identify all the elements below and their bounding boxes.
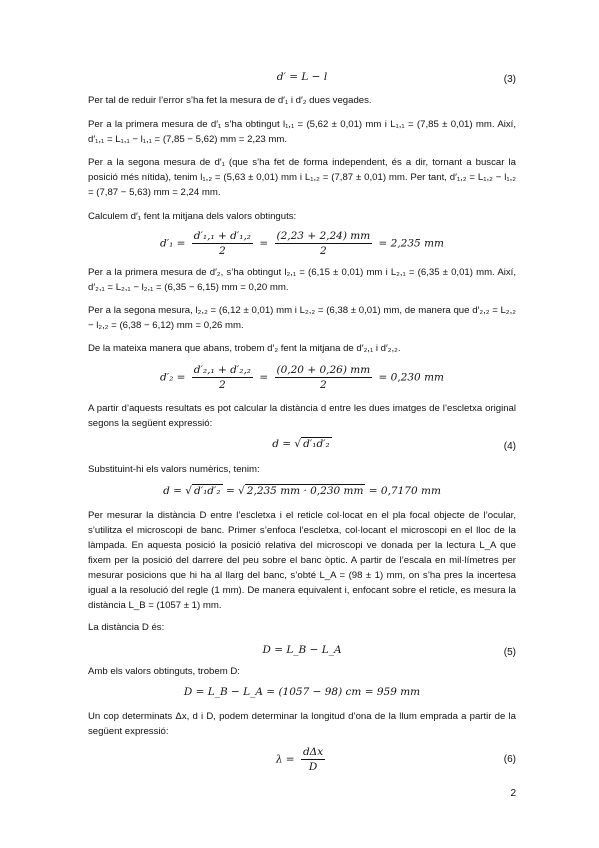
eq-d2-frac2-den: 2 xyxy=(320,379,327,391)
eq-d-c: = 0,7170 mm xyxy=(365,485,441,497)
eq-d1-result: = 2,235 mm xyxy=(378,237,444,250)
eq6-frac-num: dΔx xyxy=(302,746,324,758)
paragraph-6 xyxy=(88,303,516,333)
paragraph-8-text: A partir d’aquests resultats es pot calcular la distància d entre les dues imatges de l’escletxa original segons la següent expressió: xyxy=(88,403,516,429)
page-number: 2 xyxy=(510,788,516,799)
eq-d1-equals: = xyxy=(259,237,269,250)
eq-d2-equals: = xyxy=(259,371,269,384)
equation-D-body: D = L_B − L_A = (1057 − 98) cm = 959 mm xyxy=(183,686,421,698)
eq-d2-frac2-num: (0,20 + 0,26) mm xyxy=(276,364,371,376)
paragraph-5-text: Per a la primera mesura de d′₂, s’ha obtingut l₂,₁ = (6,15 ± 0,01) mm i L₂,₁ = (6,35 ± 0,01) mm. Així, d′₂,₁ = L₂,₁ − l₂,₁ = (6,35 − 6,15) mm = 0,20 mm. xyxy=(88,267,516,293)
paragraph-7 xyxy=(88,341,516,356)
paragraph-2 xyxy=(88,117,516,147)
eq-d-radicand-1: d′₁d′₂ xyxy=(193,485,221,497)
paragraph-10-text: Per mesurar la distància D entre l’escletxa i el reticle col·locat en el pla focal objecte de l’ocular, s’utilitza el microscopi de banc. Primer s’enfoca l’escletxa, col·locant el microscopi en el lloc de la làmpada. En aquesta posició la posició relativa del microscopi ve donada per la lectura L_A que fixem per la posició del darrere del peu sobre el banc òptic. A partir de l’escala en mil·límetres per mesurar posicions que hi ha al llarg del banc, s’obté L_A = (98 ± 1) mm, on s’ha pres la incertesa igual a la resolució del regle (1 mm). De manera equivalent i, enfocant sobre el reticle, es mesura la distància L_B = (1057 ± 1) mm. xyxy=(88,510,516,611)
equation-3-body: d′ = L − l xyxy=(276,71,328,83)
paragraph-2-text: Per a la primera mesura de d′₁ s’ha obtingut l₁,₁ = (5,62 ± 0,01) mm i L₁,₁ = (7,85 ± 0,01) mm. Així, d′₁,₁ = L₁,₁ − l₁,₁ = (7,85 − 5,62) mm = 2,23 mm. xyxy=(88,119,516,145)
eq-d1-frac1-den: 2 xyxy=(219,245,226,257)
eq-d2-frac1-den: 2 xyxy=(219,379,226,391)
equation-D-numeric xyxy=(88,685,516,700)
eq-d2-frac1-num: d′₂,₁ + d′₂,₂ xyxy=(193,364,251,376)
eq-d2-frac2 xyxy=(275,363,373,392)
eq-d-radicand-2: 2,235 mm · 0,230 mm xyxy=(246,485,364,497)
equation-6 xyxy=(88,745,516,774)
equation-3-number: (3) xyxy=(503,74,516,85)
paragraph-9 xyxy=(88,462,516,477)
eq6-frac xyxy=(301,745,325,774)
paragraph-11 xyxy=(88,620,516,635)
eq-d1-frac1-num: d′₁,₁ + d′₁,₂ xyxy=(193,230,251,242)
paragraph-12 xyxy=(88,664,516,679)
eq-d2-frac1 xyxy=(192,363,253,392)
equation-d2-average xyxy=(88,363,516,392)
eq-d1-lhs: d′₁ = xyxy=(160,237,186,250)
paragraph-10 xyxy=(88,508,516,613)
eq4-radicand: d′₁d′₂ xyxy=(303,438,330,450)
paragraph-5 xyxy=(88,265,516,295)
eq6-frac-den: D xyxy=(308,761,318,773)
equation-4-number: (4) xyxy=(503,441,516,452)
eq-d1-frac1 xyxy=(192,229,253,258)
paragraph-12-text: Amb els valors obtinguts, trobem D: xyxy=(88,666,240,677)
eq-d2-lhs: d′₂ = xyxy=(160,371,186,384)
paragraph-7-text: De la mateixa manera que abans, trobem d′₂ fent la mitjana de d′₂,₁ i d′₂,₂. xyxy=(88,343,401,354)
paragraph-3 xyxy=(88,155,516,200)
equation-5-body: D = L_B − L_A xyxy=(262,644,342,656)
equation-d-numeric xyxy=(88,484,516,499)
eq-d-a: d = √ xyxy=(163,485,192,497)
paragraph-3-text: Per a la segona mesura de d′₁ (que s’ha fet de forma independent, és a dir, tornant a buscar la posició més nítida), tenim l₁,₂ = (5,63 ± 0,01) mm i L₁,₂ = (7,87 ± 0,01) mm. Per tant, d′₁,₂ = L₁,₂ − l₁,₂ = (7,87 − 5,63) mm = 2,24 mm. xyxy=(88,157,516,198)
eq6-lhs: λ = xyxy=(275,753,295,766)
paragraph-4-text: Calculem d′₁ fent la mitjana dels valors obtinguts: xyxy=(88,211,297,222)
equation-5 xyxy=(88,643,516,658)
paragraph-1-text: Per tal de reduir l’error s’ha fet la mesura de d′₁ i d′₂ dues vegades. xyxy=(88,95,372,106)
paragraph-8 xyxy=(88,401,516,431)
eq-d1-frac2-den: 2 xyxy=(320,245,327,257)
eq-d-b: = √ xyxy=(222,485,245,497)
eq4-lhs: d = √ xyxy=(272,438,302,450)
equation-6-number: (6) xyxy=(503,754,516,765)
equation-d1-average xyxy=(88,229,516,258)
paragraph-6-text: Per a la segona mesura, l₂,₂ = (6,12 ± 0,01) mm i L₂,₂ = (6,38 ± 0,01) mm, de manera que d′₂,₂ = L₂,₂ − l₂,₂ = (6,38 − 6,12) mm = 0,26 mm. xyxy=(88,305,516,331)
paragraph-4 xyxy=(88,209,516,224)
equation-5-number: (5) xyxy=(503,647,516,658)
equation-3 xyxy=(88,70,516,85)
eq-d1-frac2 xyxy=(275,229,373,258)
paragraph-1 xyxy=(88,93,516,108)
paragraph-11-text: La distància D és: xyxy=(88,622,165,633)
eq-d2-result: = 0,230 mm xyxy=(378,371,444,384)
paragraph-13-text: Un cop determinats Δx, d i D, podem determinar la longitud d’ona de la llum emprada a partir de la següent expressió: xyxy=(88,711,516,737)
equation-4 xyxy=(88,437,516,452)
eq-d1-frac2-num: (2,23 + 2,24) mm xyxy=(276,230,371,242)
paragraph-13 xyxy=(88,709,516,739)
paragraph-9-text: Substituint-hi els valors numèrics, tenim: xyxy=(88,464,260,475)
